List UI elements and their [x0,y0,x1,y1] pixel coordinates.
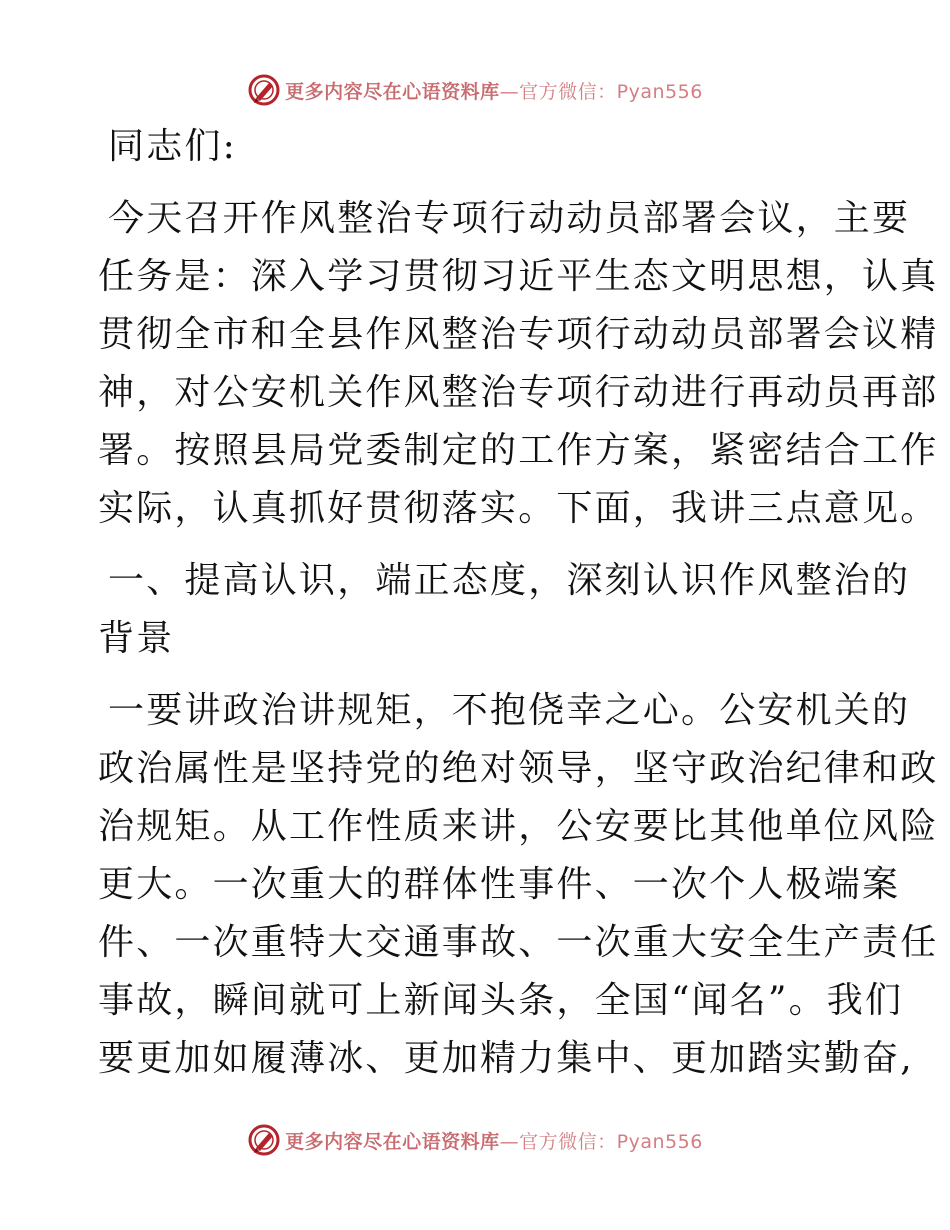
heading-line: 一、提高认识，端正态度，深刻认识作风整治的 [108,560,911,601]
heading-line: 背景 [98,618,175,659]
watermark-main-text: 更多内容尽在心语资料库 [285,1130,500,1153]
salutation: 同志们: [108,126,237,167]
watermark-wechat-text: —官方微信：Pyan556 [499,80,703,103]
paragraph-line: 要更加如履薄冰、更加精力集中、更加踏实勤奋, [98,1038,914,1079]
paragraph-line: 任务是：深入学习贯彻习近平生态文明思想，认真 [98,256,939,297]
paragraph-1 [98,190,939,538]
paragraph-2 [98,682,939,1088]
paragraph-line: 更大。一次重大的群体性事件、一次个人极端案 [98,864,901,905]
paragraph-line: 一要讲政治讲规矩，不抱侥幸之心。公安机关的 [108,690,911,731]
pen-logo-icon [247,73,281,107]
paragraph-line: 贯彻全市和全县作风整治专项行动动员部署会议精 [98,314,939,355]
header-watermark [0,70,950,110]
watermark-wechat-text: —官方微信：Pyan556 [499,1130,703,1153]
footer-watermark [0,1120,950,1160]
pen-logo-icon [247,1123,281,1157]
paragraph-line: 治规矩。从工作性质来讲，公安要比其他单位风险 [98,806,939,847]
paragraph-line: 神，对公安机关作风整治专项行动进行再动员再部 [98,372,939,413]
paragraph-line: 事故，瞬间就可上新闻头条，全国“闻名”。我们 [98,980,904,1021]
paragraph-line: 今天召开作风整治专项行动动员部署会议，主要 [108,198,911,239]
paragraph-line: 件、一次重特大交通事故、一次重大安全生产责任 [98,922,939,963]
document-body [98,118,939,1088]
paragraph-line: 实际，认真抓好贯彻落实。下面，我讲三点意见。 [98,488,939,529]
paragraph-line: 署。按照县局党委制定的工作方案，紧密结合工作 [98,430,939,471]
section-heading-1 [98,552,911,668]
watermark-main-text: 更多内容尽在心语资料库 [285,80,500,103]
paragraph-line: 政治属性是坚持党的绝对领导，坚守政治纪律和政 [98,748,939,789]
